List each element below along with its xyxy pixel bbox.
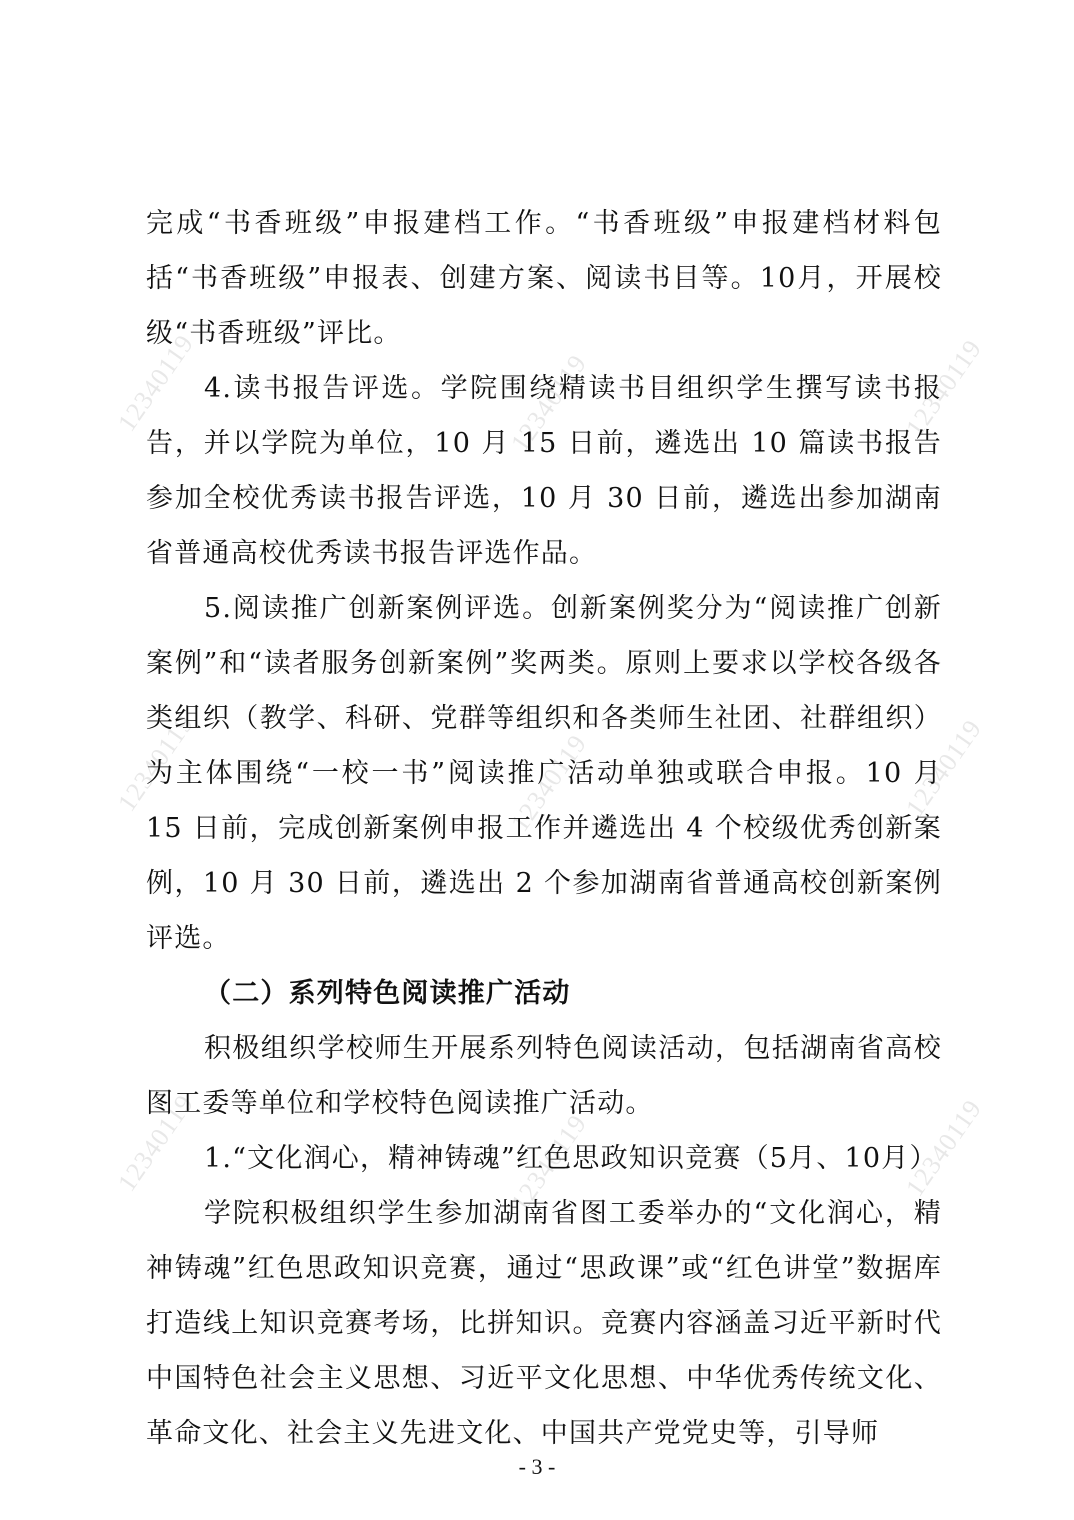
paragraph-reading-report-selection: 4.读书报告评选。学院围绕精读书目组织学生撰写读书报告，并以学院为单位，10 月 15 日前，遴选出 10 篇读书报告参加全校优秀读书报告评选，10 月 30 日前，遴选出参加湖南省普通高校优秀读书报告评选作品。 (146, 373, 942, 569)
watermark: 12340119 (900, 714, 988, 822)
page-number: - 3 - (518, 1454, 556, 1479)
watermark: 12340119 (112, 1089, 200, 1197)
watermark: 12340119 (900, 334, 988, 442)
document-body (146, 196, 942, 1461)
paragraph-series-activities: 积极组织学校师生开展系列特色阅读活动，包括湖南省高校图工委等单位和学校特色阅读推广活动。 (146, 1033, 942, 1119)
paragraph-knowledge-contest: 学院积极组织学生参加湖南省图工委举办的“文化润心，精神铸魂”红色思政知识竞赛，通过“思政课”或“红色讲堂”数据库打造线上知识竞赛考场，比拼知识。竞赛内容涵盖习近平新时代中国特色社会主义思想、习近平文化思想、中华优秀传统文化、革命文化、社会主义先进文化、中国共产党党史等，引导师 (146, 1198, 942, 1449)
watermark: 12340119 (505, 349, 593, 457)
section-heading: （二）系列特色阅读推广活动 (204, 978, 571, 1009)
watermark: 12340119 (112, 329, 200, 437)
watermark: 12340119 (505, 729, 593, 837)
paragraph-innovation-case-selection: 5.阅读推广创新案例评选。创新案例奖分为“阅读推广创新案例”和“读者服务创新案例”奖两类。原则上要求以学校各级各类组织（教学、科研、党群等组织和各类师生社团、社群组织）为主体围绕“一校一书”阅读推广活动单独或联合申报。10 月 15 日前，完成创新案例申报工作并遴选出 4 个校级优秀创新案例，10 月 30 日前，遴选出 2 个参加湖南省普通高校创新案例评选。 (146, 593, 942, 954)
paragraph-item-title: 1.“文化润心，精神铸魂”红色思政知识竞赛（5月、10月） (204, 1143, 938, 1174)
watermark: 12340119 (900, 1094, 988, 1202)
watermark: 12340119 (505, 1109, 593, 1217)
watermark: 12340119 (112, 709, 200, 817)
paragraph-book-class-filing: 完成“书香班级”申报建档工作。“书香班级”申报建档材料包括“书香班级”申报表、创建方案、阅读书目等。10月，开展校级“书香班级”评比。 (146, 208, 942, 349)
